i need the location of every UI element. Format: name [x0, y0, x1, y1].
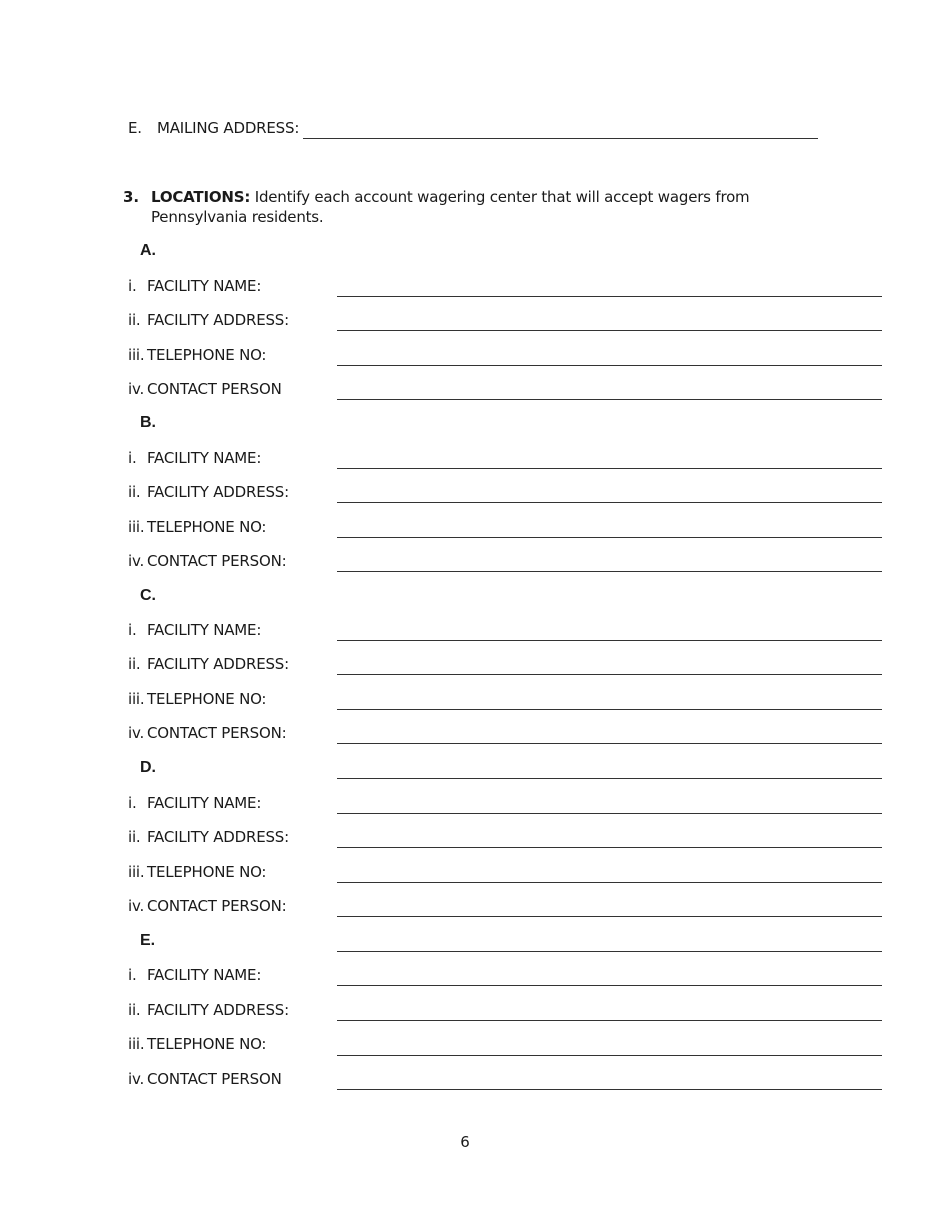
facility-a-name-field[interactable]	[337, 296, 882, 297]
facility-b-name-field[interactable]	[337, 468, 882, 469]
facility-b-contact-num: iv.	[128, 552, 145, 570]
facility-e-contact-field[interactable]	[337, 1089, 882, 1090]
facility-e-contact-num: iv.	[128, 1070, 145, 1088]
facility-a-contact-label: CONTACT PERSON	[147, 380, 282, 398]
facility-e-address-field[interactable]	[337, 1020, 882, 1021]
mailing-address-label: MAILING ADDRESS:	[157, 119, 300, 137]
facility-a-telephone-field[interactable]	[337, 365, 882, 366]
facility-b-name-num: i.	[128, 449, 137, 467]
facility-b-address-label: FACILITY ADDRESS:	[147, 483, 289, 501]
facility-c-address-field[interactable]	[337, 674, 882, 675]
facility-c-letter: C.	[140, 587, 156, 604]
facility-a-address-num: ii.	[128, 311, 141, 329]
facility-c-contact-field[interactable]	[337, 743, 882, 744]
facility-a-name-label: FACILITY NAME:	[147, 277, 262, 295]
facility-e-address-num: ii.	[128, 1001, 141, 1019]
facility-a-address-label: FACILITY ADDRESS:	[147, 311, 289, 329]
facility-d-contact-num: iv.	[128, 897, 145, 915]
facility-a-contact-field[interactable]	[337, 399, 882, 400]
facility-e-name-num: i.	[128, 966, 137, 984]
facility-a-contact-num: iv.	[128, 380, 145, 398]
facility-a-address-field[interactable]	[337, 330, 882, 331]
facility-a-telephone-label: TELEPHONE NO:	[147, 346, 267, 364]
facility-e-telephone-field[interactable]	[337, 1055, 882, 1056]
facility-e-name-field[interactable]	[337, 985, 882, 986]
mailing-address-field[interactable]	[303, 138, 818, 139]
facility-e-contact-label: CONTACT PERSON	[147, 1070, 282, 1088]
facility-e-name-label: FACILITY NAME:	[147, 966, 262, 984]
facility-c-telephone-label: TELEPHONE NO:	[147, 690, 267, 708]
facility-e-telephone-num: iii.	[128, 1035, 145, 1053]
section-heading: LOCATIONS:	[151, 188, 251, 206]
facility-c-telephone-field[interactable]	[337, 709, 882, 710]
facility-b-contact-label: CONTACT PERSON:	[147, 552, 287, 570]
facility-d-name-field[interactable]	[337, 813, 882, 814]
facility-b-contact-field[interactable]	[337, 571, 882, 572]
facility-d-address-num: ii.	[128, 828, 141, 846]
facility-c-contact-num: iv.	[128, 724, 145, 742]
facility-b-name-label: FACILITY NAME:	[147, 449, 262, 467]
facility-c-name-num: i.	[128, 621, 137, 639]
facility-d-contact-field[interactable]	[337, 916, 882, 917]
facility-a-telephone-num: iii.	[128, 346, 145, 364]
facility-b-telephone-num: iii.	[128, 518, 145, 536]
facility-c-name-field[interactable]	[337, 640, 882, 641]
facility-d-telephone-field[interactable]	[337, 882, 882, 883]
facility-c-name-label: FACILITY NAME:	[147, 621, 262, 639]
facility-c-address-num: ii.	[128, 655, 141, 673]
facility-e-letter: E.	[140, 932, 156, 949]
facility-d-address-field[interactable]	[337, 847, 882, 848]
facility-c-address-label: FACILITY ADDRESS:	[147, 655, 289, 673]
facility-b-telephone-field[interactable]	[337, 537, 882, 538]
facility-e-header-field[interactable]	[337, 951, 882, 952]
facility-d-contact-label: CONTACT PERSON:	[147, 897, 287, 915]
facility-b-letter: B.	[140, 414, 156, 431]
facility-e-address-label: FACILITY ADDRESS:	[147, 1001, 289, 1019]
section-number: 3.	[123, 188, 140, 206]
section-description: Identify each account wagering center that will accept wagers from Pennsylvania residents.	[151, 188, 750, 226]
page-number: 6	[460, 1133, 470, 1151]
section-3-paragraph	[151, 187, 841, 227]
facility-b-address-field[interactable]	[337, 502, 882, 503]
facility-d-telephone-num: iii.	[128, 863, 145, 881]
facility-b-telephone-label: TELEPHONE NO:	[147, 518, 267, 536]
facility-c-telephone-num: iii.	[128, 690, 145, 708]
facility-d-letter: D.	[140, 759, 156, 776]
facility-d-telephone-label: TELEPHONE NO:	[147, 863, 267, 881]
facility-d-address-label: FACILITY ADDRESS:	[147, 828, 289, 846]
facility-d-name-num: i.	[128, 794, 137, 812]
facility-b-address-num: ii.	[128, 483, 141, 501]
facility-c-contact-label: CONTACT PERSON:	[147, 724, 287, 742]
facility-a-letter: A.	[140, 242, 156, 259]
mailing-address-letter: E.	[128, 119, 142, 137]
facility-d-header-field[interactable]	[337, 778, 882, 779]
facility-e-telephone-label: TELEPHONE NO:	[147, 1035, 267, 1053]
facility-d-name-label: FACILITY NAME:	[147, 794, 262, 812]
facility-a-name-num: i.	[128, 277, 137, 295]
